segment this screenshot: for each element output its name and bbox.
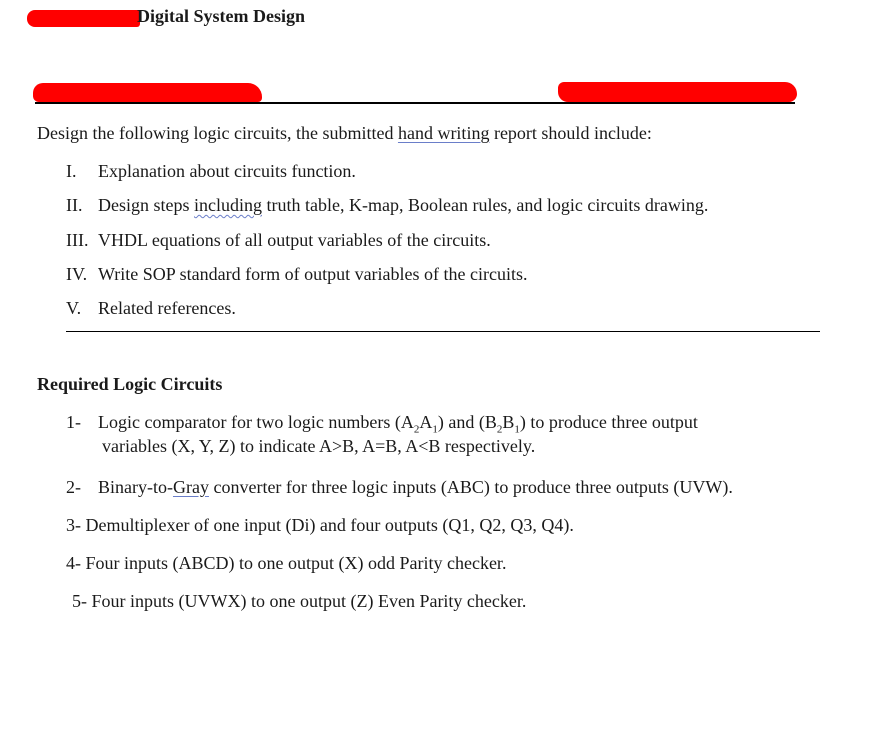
- circuit-number: 2-: [66, 477, 81, 497]
- req-text: [98, 194, 708, 216]
- subscript: 1: [432, 423, 438, 436]
- subscript: 2: [496, 423, 503, 436]
- req-numeral: I.: [66, 161, 77, 181]
- header-rule: [35, 102, 795, 104]
- circuit-1-part-e: ) to produce three output: [519, 412, 698, 432]
- circuit-1-part-d: B: [502, 412, 515, 432]
- req-text-4: Write SOP standard form of output variables of the circuits.: [98, 264, 528, 284]
- req-text-5: Related references.: [98, 298, 236, 318]
- req-text-3: VHDL equations of all output variables of the circuits.: [98, 230, 491, 250]
- intro-text: [37, 122, 652, 144]
- req-text: [98, 160, 356, 182]
- circuit-number: 1-: [66, 412, 81, 432]
- intro-after: report should include:: [489, 123, 652, 143]
- redaction-mark-title: [27, 10, 140, 27]
- req-text: [98, 229, 491, 251]
- section-divider: [66, 331, 820, 332]
- req-text: [98, 263, 528, 285]
- circuit-1-part-a: Logic comparator for two logic numbers (A: [98, 412, 414, 432]
- circuit-1-part-b: A: [419, 412, 433, 432]
- circuit-5-text: 5- Four inputs (UVWX) to one output (Z) Even Parity checker.: [72, 591, 527, 611]
- circuit-1-part-c: ) and (B: [437, 412, 497, 432]
- redaction-mark-right: [558, 82, 797, 102]
- subscript: 1: [514, 423, 520, 436]
- intro-before: Design the following logic circuits, the submitted: [37, 123, 398, 143]
- req-numeral: IV.: [66, 264, 88, 284]
- circuit-2-before: Binary-to-: [98, 477, 173, 497]
- intro-underlined: hand writing: [397, 123, 490, 143]
- req-numeral: V.: [66, 298, 82, 318]
- circuit-3-text: 3- Demultiplexer of one input (Di) and four outputs (Q1, Q2, Q3, Q4).: [66, 515, 574, 535]
- redaction-mark-left: [33, 83, 262, 102]
- req-text: [98, 297, 236, 319]
- circuits-heading: Required Logic Circuits: [37, 374, 223, 394]
- course-title: Digital System Design: [137, 6, 305, 26]
- circuit-4-text: 4- Four inputs (ABCD) to one output (X) odd Parity checker.: [66, 553, 507, 573]
- req-text-2-after: truth table, K-map, Boolean rules, and logic circuits drawing.: [262, 195, 709, 215]
- req-text-1: Explanation about circuits function.: [98, 161, 356, 181]
- circuit-2-underlined: Gray: [172, 477, 209, 497]
- subscript: 2: [413, 423, 420, 436]
- req-numeral: III.: [66, 230, 89, 250]
- circuit-2-after: converter for three logic inputs (ABC) to produce three outputs (UVW).: [208, 477, 733, 497]
- req-numeral: II.: [66, 195, 83, 215]
- req-text-2-before: Design steps: [98, 195, 194, 215]
- circuit-1-line1: [98, 411, 698, 436]
- circuit-2-text: [98, 476, 733, 498]
- req-text-2-underlined: including: [194, 195, 262, 215]
- circuit-1-line2: variables (X, Y, Z) to indicate A>B, A=B, A<B respectively.: [102, 436, 536, 456]
